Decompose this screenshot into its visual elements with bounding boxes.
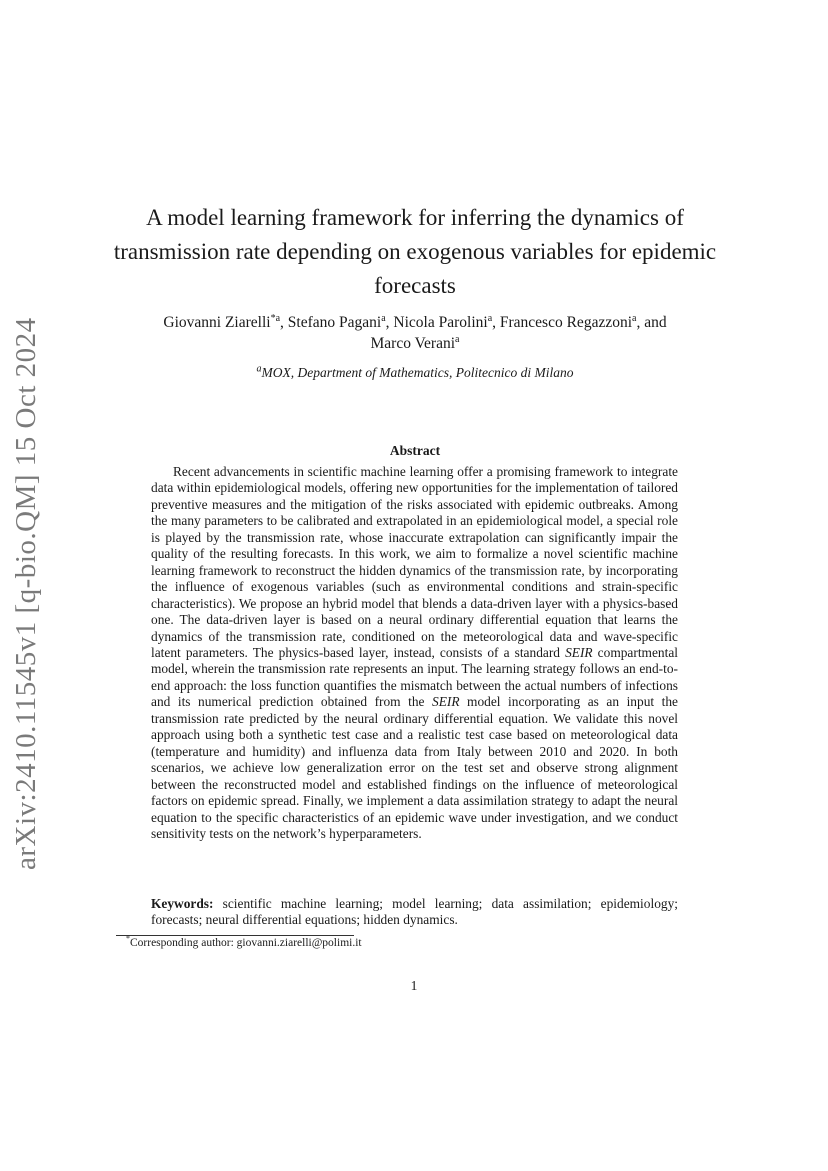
abstract-text: Recent advancements in scientific machine learning offer a promising framework to integrate data within epidemiological models, offering new opportunities for the implementation of tailored preventive measures and the mitigation of the risks associated with epidemic outbreaks. Among the many parameters to be calibrated and extrapolated in an epidemiological model, a special role is played by the transmission rate, whose inaccurate extrapolation can significantly impair the quality of the resulting forecasts. In this work, we aim to formalize a novel scientific machine learning framework to reconstruct the hidden dynamics of the transmission rate, by incorporating the influence of exogenous variables (such as environmental conditions and strain-specific characteristics). We propose an hybrid model that blends a data-driven layer with a physics-based one. The data-driven layer is based on a neural ordinary differential equation that learns the dynamics of the transmission rate, conditioned on the meteorological data and wave-specific latent parameters. The physics-based layer, instead, consists of a standard [151, 464, 678, 660]
footnote-rule [116, 935, 354, 936]
abstract-italic-term: SEIR [565, 644, 593, 660]
author-separator: , [492, 314, 500, 331]
author-separator: , [280, 314, 288, 331]
paper-title: A model learning framework for inferring the dynamics of transmission rate depending on exogenous variables for epidemic forecasts [113, 205, 717, 298]
keywords-text: scientific machine learning; model learning; data assimilation; epidemiology; forecasts; neural differential equations; hidden dynamics. [151, 896, 678, 928]
abstract-italic-term: SEIR [432, 694, 460, 710]
author-separator: , [385, 314, 394, 331]
author-mark: *a [270, 312, 281, 324]
abstract-body [151, 464, 678, 842]
abstract-text: model incorporating as an input the transmission rate predicted by the neural ordinary differential equation. We validate this novel approach using both a synthetic test case and a realistic test case based on meteorological data (temperature and humidity) and influenza data from Italy between 2010 and 2020. In both scenarios, we achieve low generalization error on the test set and observe strong alignment between the reconstructed model and established findings on the influence of meteorological factors on epidemic spread. Finally, we implement a data assimilation strategy to adapt the neural equation to the specific characteristics of an epidemic wave under investigation, and we conduct sensitivity tests on the network’s hyperparameters. [151, 694, 678, 841]
abstract-text: compartmental model, wherein the transmission rate represents an input. The learning strategy follows an end-to-end approach: the loss function quantifies the mismatch between the actual numbers of infections and its numerical prediction obtained from the [151, 644, 678, 710]
author-mark: a [381, 312, 386, 324]
affiliation-mark: a [256, 363, 262, 375]
author-mark: a [487, 312, 493, 324]
keywords [151, 896, 678, 929]
author-name: Nicola Parolini [393, 314, 488, 331]
footnote-mark: * [126, 934, 130, 944]
author-list [110, 312, 720, 354]
footnote-text: Corresponding author: giovanni.ziarelli@polimi.it [130, 937, 362, 949]
arxiv-side-stamp: arXiv:2410.11545v1 [q-bio.QM] 15 Oct 2024 [10, 317, 42, 870]
affiliation-text: MOX, Department of Mathematics, Politecnico di Milano [261, 365, 574, 380]
abstract-heading: Abstract [389, 443, 441, 458]
keywords-label: Keywords: [151, 896, 214, 911]
affiliation [110, 365, 720, 381]
author-separator: , and [636, 314, 667, 331]
author-name: Giovanni Ziarelli [163, 314, 271, 331]
author-name: Stefano Pagani [287, 314, 382, 331]
footnote [126, 934, 362, 949]
author-name: Marco Verani [370, 335, 456, 352]
author-name: Francesco Regazzoni [499, 314, 633, 331]
page-number: 1 [410, 978, 418, 993]
author-mark: a [455, 333, 460, 345]
author-mark: a [632, 312, 637, 324]
